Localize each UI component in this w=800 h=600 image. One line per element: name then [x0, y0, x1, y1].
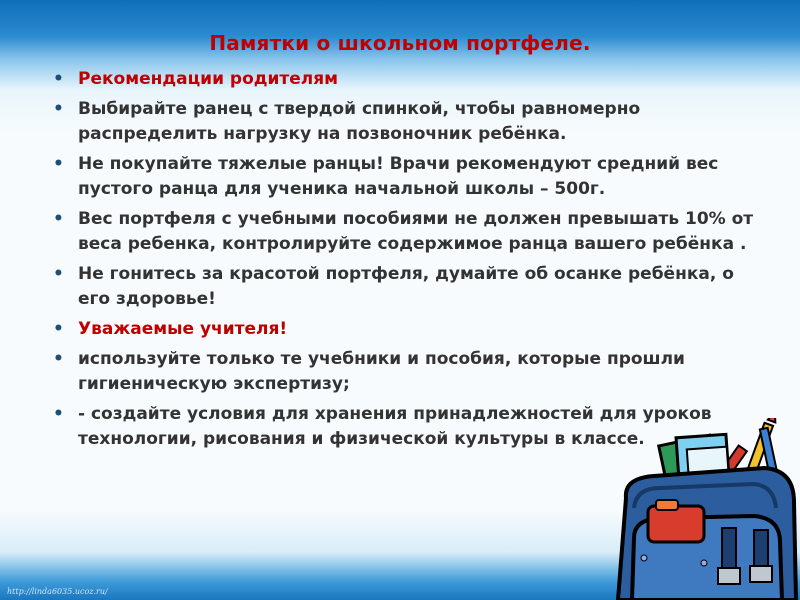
bullet-text: Вес портфеля с учебными пособиями не должен превышать 10% от веса ребенка, контролируйте содержимое ранца вашего ребёнка . [78, 209, 754, 254]
bullet-text: используйте только те учебники и пособия, которые прошли гигиеническую экспертизу; [78, 349, 685, 394]
bullet-dot: • [53, 154, 64, 174]
bullet-dot: • [53, 69, 64, 89]
slide-title: Памятки о школьном портфеле. [209, 31, 591, 55]
bullet-dot: • [53, 349, 64, 369]
bullet-dot: • [53, 99, 64, 119]
footer-url: http://linda6035.ucoz.ru/ [7, 587, 108, 596]
bullet-dot: • [53, 209, 64, 229]
bullet-text: Не покупайте тяжелые ранцы! Врачи рекомендуют средний вес пустого ранца для ученика начальной школы – 500г. [78, 154, 719, 199]
bullet-item [51, 207, 771, 257]
bullet-text: Выбирайте ранец с твердой спинкой, чтобы равномерно распределить нагрузку на позвоночник ребёнка. [78, 99, 641, 144]
bullet-item [51, 97, 771, 147]
bullet-dot: • [53, 319, 64, 339]
bullet-item [51, 317, 771, 342]
backpack-illustration [604, 418, 800, 600]
bullet-dot: • [53, 264, 64, 284]
bullet-text: Не гонитесь за красотой портфеля, думайте об осанке ребёнка, о его здоровье! [78, 264, 734, 309]
bullet-text: Рекомендации родителям [78, 69, 339, 89]
bullet-text: Уважаемые учителя! [78, 319, 288, 339]
bullet-text: - создайте условия для хранения принадлежностей для уроков технологии, рисования и физической культуры в классе. [78, 404, 712, 449]
bullet-item [51, 152, 771, 202]
bullet-dot: • [53, 404, 64, 424]
bullet-list [51, 67, 771, 457]
bullet-item [51, 262, 771, 312]
bullet-item [51, 347, 771, 397]
bullet-item [51, 67, 771, 92]
